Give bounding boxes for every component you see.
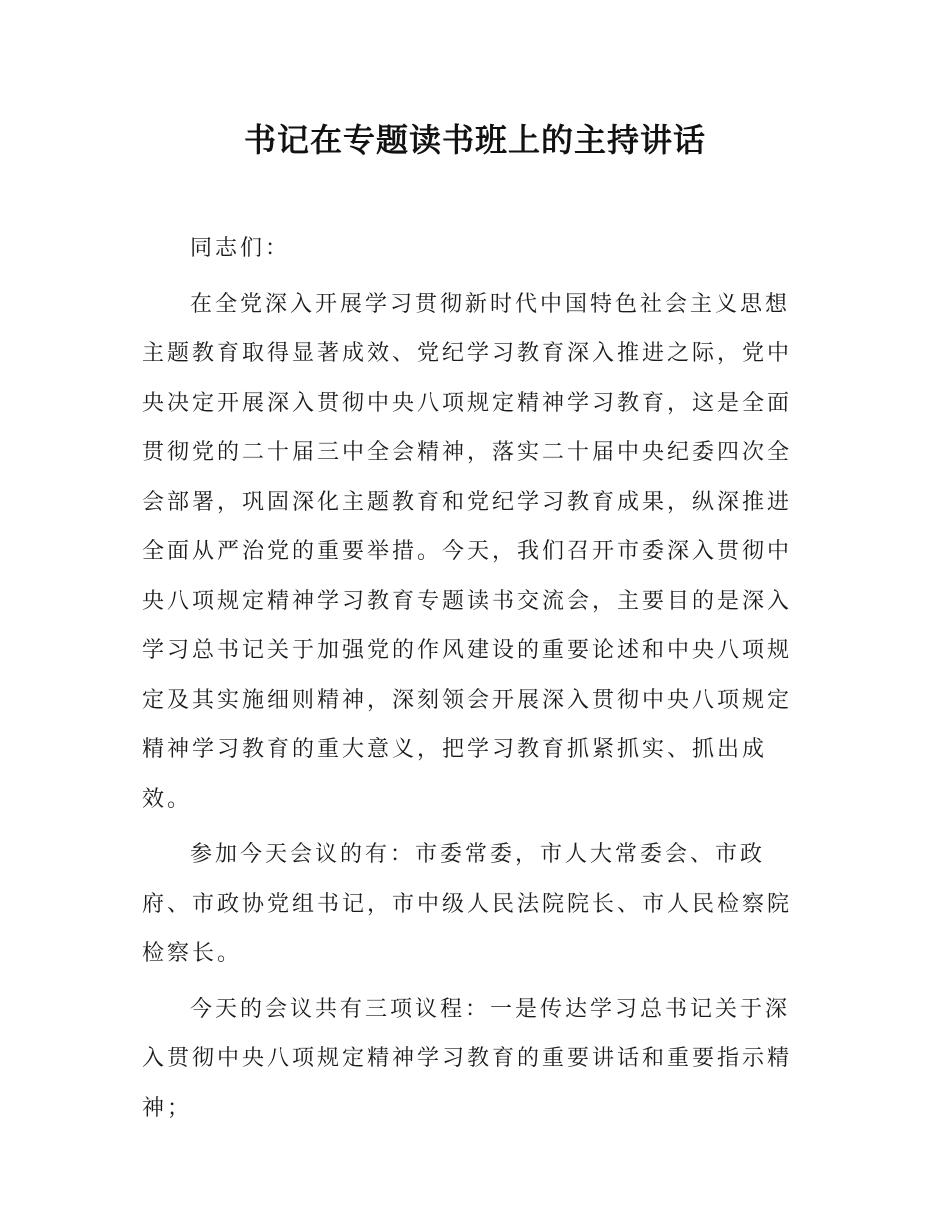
greeting: 同志们：: [190, 236, 291, 261]
paragraph-intro: 在全党深入开展学习贯彻新时代中国特色社会主义思想主题教育取得显著成效、党纪学习教育深入推进之际，党中央决定开展深入贯彻中央八项规定精神学习教育，这是全面贯彻党的二十届三中全会精神，落实二十届中央纪委四次全会部署，巩固深化主题教育和党纪学习教育成果，纵深推进全面从严治党的重要举措。今天，我们召开市委深入贯彻中央八项规定精神学习教育专题读书交流会，主要目的是深入学习总书记关于加强党的作风建设的重要论述和中央八项规定及其实施细则精神，深刻领会开展深入贯彻中央八项规定精神学习教育的重大意义，把学习教育抓紧抓实、抓出成效。: [142, 291, 793, 812]
paragraph-agenda: 今天的会议共有三项议程：一是传达学习总书记关于深入贯彻中央八项规定精神学习教育的重要讲话和重要指示精神；: [142, 996, 793, 1121]
paragraph-attendees: 参加今天会议的有：市委常委，市人大常委会、市政府、市政协党组书记，市中级人民法院院长、市人民检察院检察长。: [142, 842, 793, 966]
document-body: [142, 224, 814, 1133]
document-title: 书记在专题读书班上的主持讲话: [243, 121, 706, 159]
